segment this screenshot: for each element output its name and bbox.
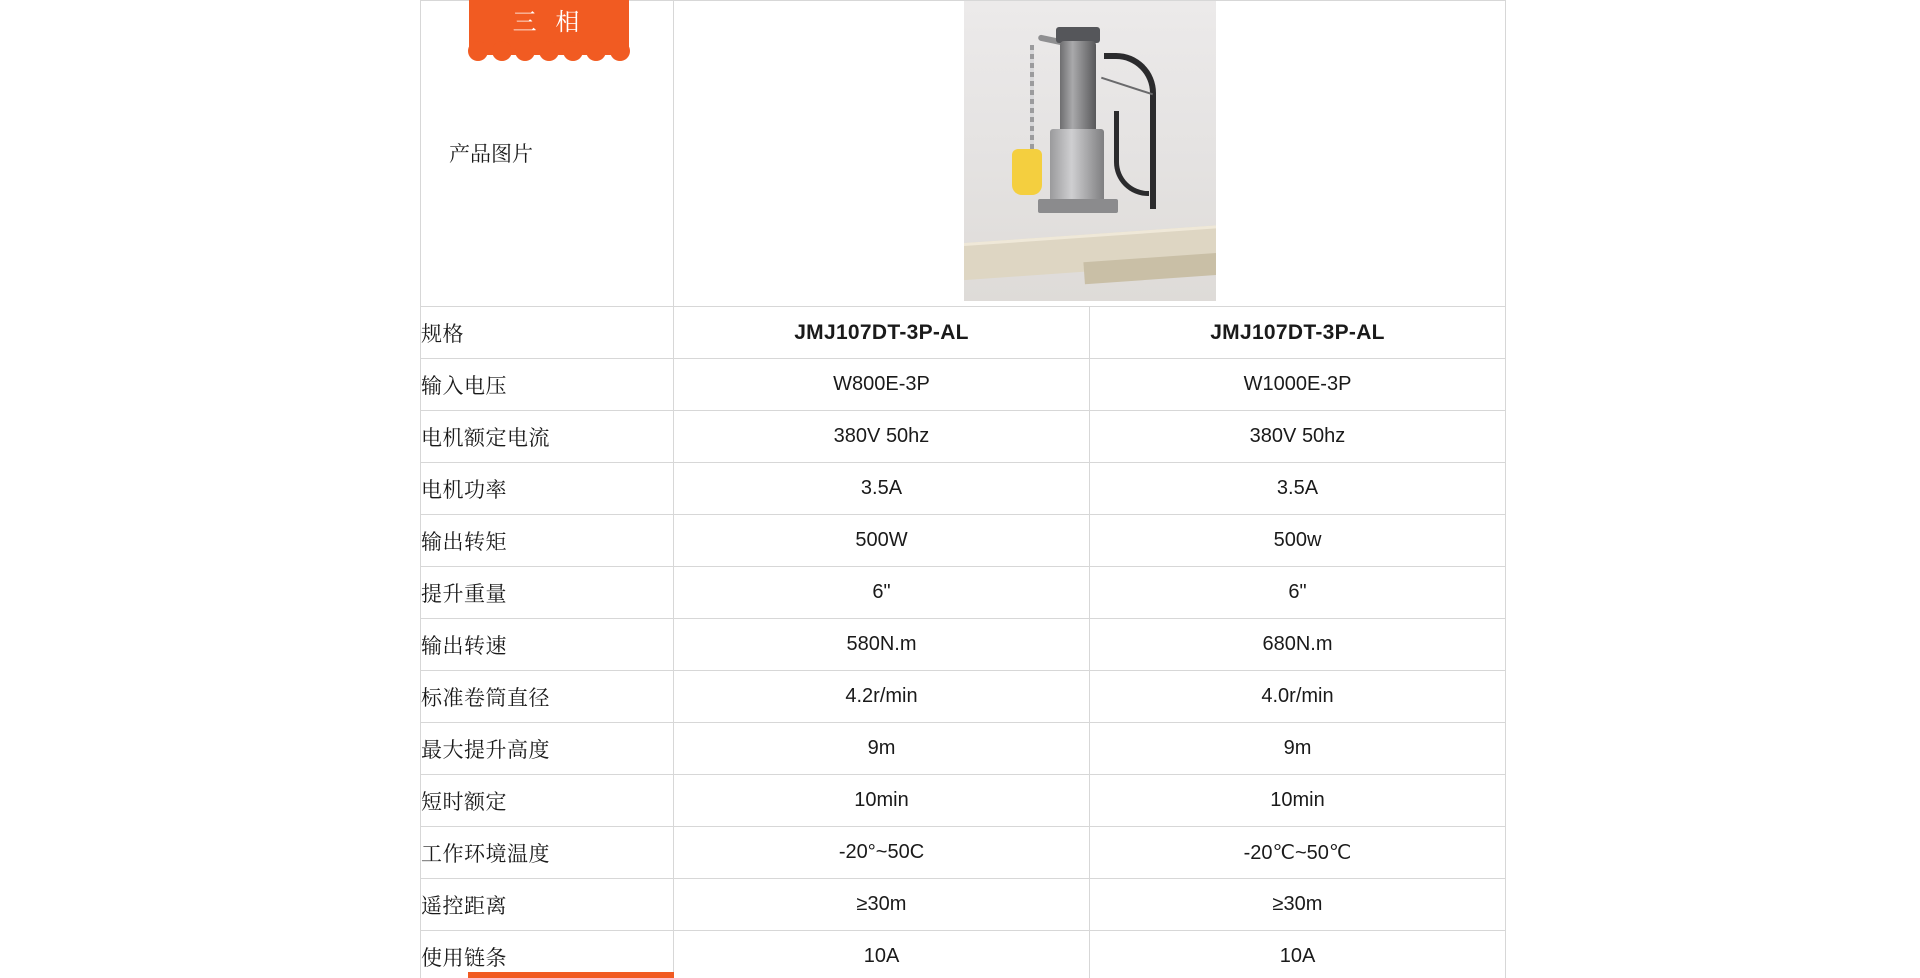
row-value-col1: 580N.m (674, 619, 1090, 671)
table-body (421, 1, 1506, 978)
table-row (421, 931, 1506, 978)
row-value-col2: ≥30m (1090, 879, 1506, 931)
row-value-col1: JMJ107DT-3P-AL (674, 307, 1090, 359)
row-value-col2: W1000E-3P (1090, 359, 1506, 411)
table-row (421, 307, 1506, 359)
row-value-col1: 380V 50hz (674, 411, 1090, 463)
table-row (421, 827, 1506, 879)
specification-table (420, 0, 1506, 978)
photo-yellow-weight (1012, 149, 1042, 195)
row-label: 工作环境温度 (421, 827, 674, 879)
row-value-col1: 9m (674, 723, 1090, 775)
product-image-label-cell (421, 1, 674, 307)
row-label: 短时额定 (421, 775, 674, 827)
table-row (421, 515, 1506, 567)
bottom-orange-strip (468, 972, 674, 978)
row-label: 输入电压 (421, 359, 674, 411)
row-value-col1: 10min (674, 775, 1090, 827)
row-label: 电机功率 (421, 463, 674, 515)
row-label: 最大提升高度 (421, 723, 674, 775)
row-value-col1: -20°~50C (674, 827, 1090, 879)
row-value-col1: 4.2r/min (674, 671, 1090, 723)
row-label: 遥控距离 (421, 879, 674, 931)
table-row (421, 567, 1506, 619)
table-row (421, 775, 1506, 827)
three-phase-badge (469, 0, 629, 65)
product-photo-cell (674, 1, 1506, 307)
row-value-col1: 500W (674, 515, 1090, 567)
table-row (421, 359, 1506, 411)
table-row (421, 619, 1506, 671)
photo-gearbox (1050, 129, 1104, 203)
row-label: 提升重量 (421, 567, 674, 619)
table-row (421, 411, 1506, 463)
row-value-col2: 9m (1090, 723, 1506, 775)
row-value-col2: JMJ107DT-3P-AL (1090, 307, 1506, 359)
row-value-col2: 380V 50hz (1090, 411, 1506, 463)
row-label: 电机额定电流 (421, 411, 674, 463)
table-row (421, 463, 1506, 515)
badge-label: 三 相 (512, 9, 586, 36)
row-label: 输出转速 (421, 619, 674, 671)
row-value-col1: ≥30m (674, 879, 1090, 931)
row-value-col2: 3.5A (1090, 463, 1506, 515)
table-row (421, 671, 1506, 723)
table-row (421, 879, 1506, 931)
row-label: 使用链条 (421, 931, 674, 978)
row-label: 输出转矩 (421, 515, 674, 567)
row-value-col2: 10A (1090, 931, 1506, 978)
row-value-col1: 10A (674, 931, 1090, 978)
photo-chain (1030, 45, 1034, 155)
row-value-col2: 680N.m (1090, 619, 1506, 671)
product-photo (964, 1, 1216, 301)
row-value-col2: -20℃~50℃ (1090, 827, 1506, 879)
row-value-col2: 6" (1090, 567, 1506, 619)
product-image-label: 产品图片 (449, 143, 533, 166)
row-label: 标准卷筒直径 (421, 671, 674, 723)
row-value-col2: 10min (1090, 775, 1506, 827)
row-value-col2: 4.0r/min (1090, 671, 1506, 723)
row-value-col2: 500w (1090, 515, 1506, 567)
product-image-row (421, 1, 1506, 307)
row-label: 规格 (421, 307, 674, 359)
table-row (421, 723, 1506, 775)
row-value-col1: 6" (674, 567, 1090, 619)
row-value-col1: W800E-3P (674, 359, 1090, 411)
photo-motor-body (1060, 41, 1096, 133)
spec-sheet (420, 0, 1505, 978)
row-value-col1: 3.5A (674, 463, 1090, 515)
